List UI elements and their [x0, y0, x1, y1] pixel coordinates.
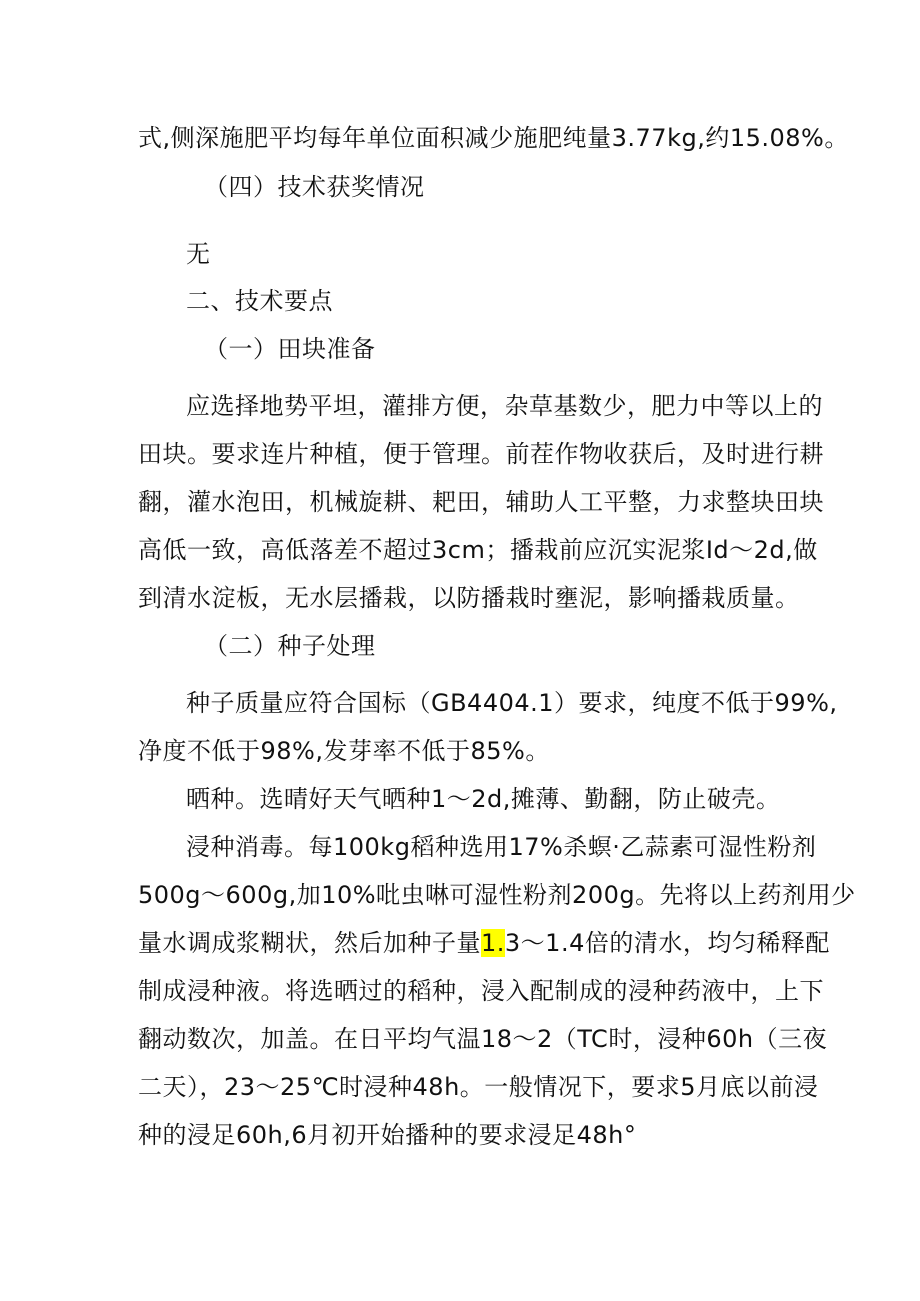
paragraph-line: 二天），23～25℃时浸种48h。一般情况下，要求5月底以前浸	[138, 1073, 819, 1101]
section-heading: （二）种子处理	[204, 632, 376, 660]
paragraph-line: 式,侧深施肥平均每年单位面积减少施肥纯量3.77kg,约15.08%。	[138, 124, 849, 152]
paragraph-line: 净度不低于98%,发芽率不低于85%。	[138, 737, 550, 765]
paragraph-line: 翻，灌水泡田，机械旋耕、耙田，辅助人工平整，力求整块田块	[138, 488, 824, 516]
paragraph-line: 田块。要求连片种植，便于管理。前茬作物收获后，及时进行耕	[138, 440, 824, 468]
chapter-heading: 二、技术要点	[186, 287, 333, 315]
paragraph-line: 高低一致，高低落差不超过3cm；播栽前应沉实泥浆Id～2d,做	[138, 536, 818, 564]
paragraph-line: 制成浸种液。将选晒过的稻种，浸入配制成的浸种药液中，上下	[138, 977, 824, 1005]
paragraph-line: 无	[186, 240, 211, 268]
highlighted-text: 1.	[481, 929, 505, 957]
paragraph-line: 翻动数次，加盖。在日平均气温18～2（TC时，浸种60h（三夜	[138, 1025, 828, 1053]
text-before-highlight: 量水调成浆糊状，然后加种子量	[138, 929, 481, 957]
paragraph-line-highlighted	[138, 927, 830, 959]
paragraph-line: 种子质量应符合国标（GB4404.1）要求，纯度不低于99%,	[186, 689, 838, 717]
text-after-highlight: 3～1.4倍的清水，均匀稀释配	[504, 929, 830, 957]
paragraph-line: 种的浸足60h,6月初开始播种的要求浸足48h°	[138, 1121, 637, 1149]
section-heading: （四）技术获奖情况	[204, 173, 425, 201]
paragraph-line: 浸种消毒。每100kg稻种选用17%杀螟·乙蒜素可湿性粉剂	[186, 833, 817, 861]
paragraph-line: 到清水淀板，无水层播栽，以防播栽时壅泥，影响播栽质量。	[138, 584, 800, 612]
paragraph-line: 晒种。选晴好天气晒种1～2d,摊薄、勤翻，防止破壳。	[186, 785, 781, 813]
paragraph-line: 500g～600g,加10%吡虫啉可湿性粉剂200g。先将以上药剂用少	[138, 881, 856, 909]
section-heading: （一）田块准备	[204, 335, 376, 363]
paragraph-line: 应选择地势平坦，灌排方便，杂草基数少，肥力中等以上的	[186, 392, 823, 420]
